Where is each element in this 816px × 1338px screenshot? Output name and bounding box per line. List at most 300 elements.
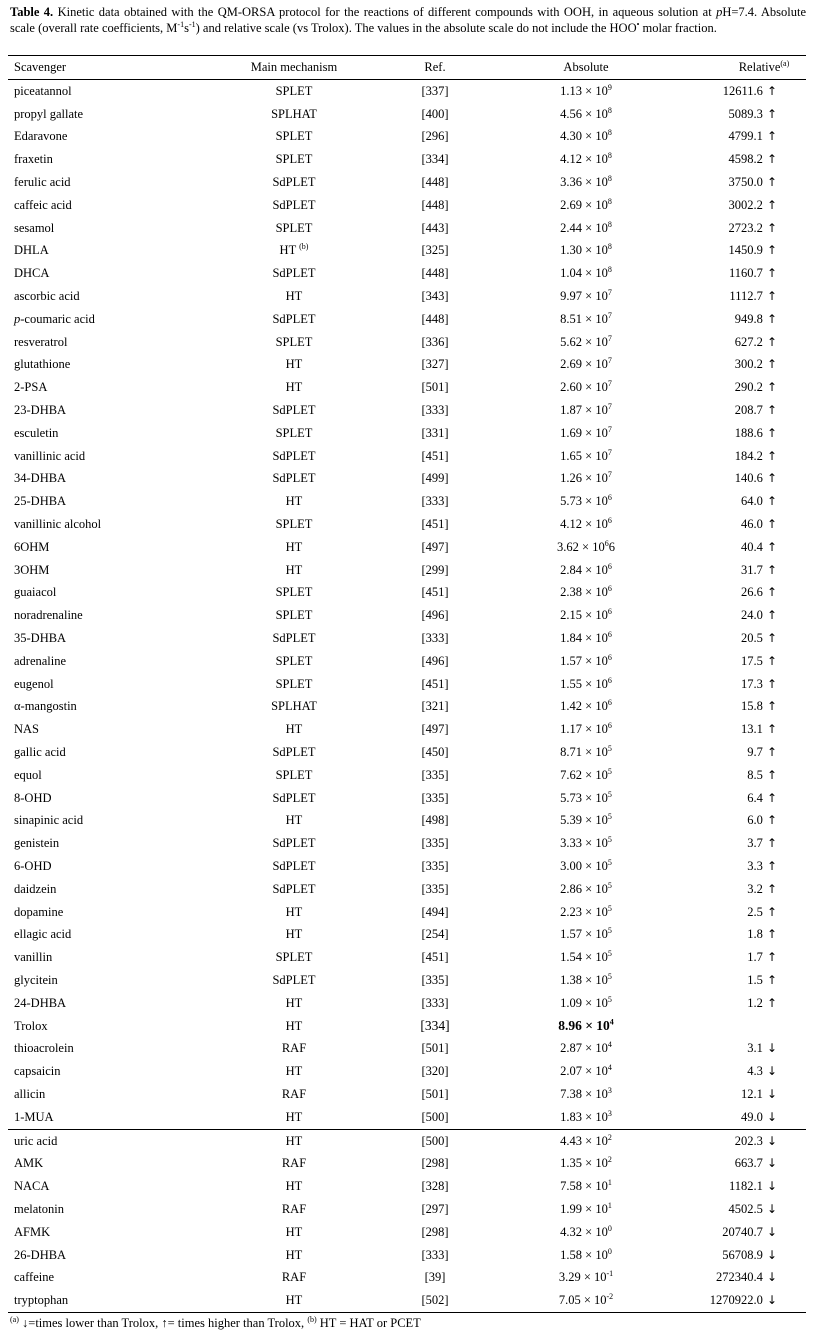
relative-value: 3.1 xyxy=(747,1041,763,1056)
relative-cell xyxy=(682,445,806,468)
absolute-mantissa: 2.15 xyxy=(560,608,583,623)
absolute-mantissa: 1.30 xyxy=(560,243,583,258)
scavenger-name: esculetin xyxy=(14,425,59,440)
relative-cell xyxy=(682,1060,806,1083)
arrow-down-icon: ↓ xyxy=(766,1293,778,1308)
mechanism-cell xyxy=(208,1037,380,1060)
times-ten: × 10 xyxy=(582,197,608,212)
absolute-mantissa: 2.69 xyxy=(560,197,583,212)
absolute-cell xyxy=(490,285,682,308)
absolute-exponent: 6 xyxy=(607,698,612,708)
table-row xyxy=(8,331,806,354)
times-ten: × 10 xyxy=(582,1133,608,1148)
table-row xyxy=(8,468,806,491)
ref-cell: [343] xyxy=(421,289,449,304)
mechanism-text: RAF xyxy=(281,1086,307,1101)
table-row xyxy=(8,240,806,263)
arrow-down-icon: ↓ xyxy=(766,1064,778,1079)
mechanism-text: SPLET xyxy=(275,608,313,623)
mechanism-text: HT xyxy=(285,357,303,372)
times-ten: × 10 xyxy=(582,357,608,372)
absolute-mantissa: 4.30 xyxy=(560,129,583,144)
ref-cell: [333] xyxy=(421,631,449,646)
times-ten: × 10 xyxy=(578,539,605,554)
absolute-mantissa: 1.65 xyxy=(560,448,583,463)
table-caption: Table 4. Kinetic data obtained with the QM-ORSA protocol for the reactions of different compounds with OOH, in aqueous solution at pH=7.4. Absolute scale (overall rate coefficients, $M^{-1}s^{-1}$) and relative scale (vs Trolox). The values in the absolute scale do not include the HOO• molar fraction. xyxy=(10,5,806,35)
table-row xyxy=(8,376,806,399)
absolute-cell xyxy=(490,1015,682,1038)
absolute-cell xyxy=(490,399,682,422)
mechanism-text: RAF xyxy=(281,1156,307,1171)
mechanism-text: SdPLET xyxy=(272,745,316,759)
mechanism-cell xyxy=(208,696,380,719)
scavenger-cell xyxy=(8,604,208,627)
arrow-down-icon: ↓ xyxy=(766,1086,778,1101)
mechanism-text: SdPLET xyxy=(272,266,316,281)
arrow-down-icon: ↓ xyxy=(766,1109,778,1124)
scavenger-name: DHLA xyxy=(14,243,49,258)
relative-value: 64.0 xyxy=(741,494,763,509)
absolute-exponent-tail: 6 xyxy=(608,539,615,554)
mechanism-cell xyxy=(208,604,380,627)
table-row xyxy=(8,946,806,969)
relative-cell xyxy=(682,490,806,513)
absolute-mantissa: 1.42 xyxy=(560,699,583,714)
scavenger-name: melatonin xyxy=(14,1201,64,1216)
times-ten: × 10 xyxy=(582,813,608,828)
absolute-mantissa: 5.39 xyxy=(560,813,583,828)
absolute-mantissa: 2.23 xyxy=(560,904,583,919)
mechanism-text: HT xyxy=(285,1224,303,1239)
table-footnote: $^{(a)}$ ↓=times lower than Trolox, ↑= times higher than Trolox, $^{(b)}$ HT = HAT or PCET xyxy=(10,1314,421,1330)
arrow-up-icon: ↑ xyxy=(766,517,778,532)
relative-value: 8.5 xyxy=(747,767,763,782)
relative-cell xyxy=(682,513,806,536)
scavenger-cell xyxy=(8,1221,208,1244)
absolute-mantissa: 1.87 xyxy=(560,403,583,418)
mechanism-text: HT xyxy=(285,1109,303,1124)
scavenger-cell xyxy=(8,80,208,103)
ref-cell: [327] xyxy=(421,357,449,372)
relative-value: 3750.0 xyxy=(728,175,763,190)
kinetic-data-table xyxy=(8,55,806,1313)
scavenger-cell xyxy=(8,832,208,855)
relative-cell xyxy=(682,331,806,354)
table-row xyxy=(8,80,806,103)
table-row xyxy=(8,673,806,696)
scavenger-name: α-mangostin xyxy=(14,699,77,714)
arrow-up-icon: ↑ xyxy=(766,357,778,372)
scavenger-cell xyxy=(8,673,208,696)
scavenger-cell xyxy=(8,1198,208,1221)
arrow-up-icon: ↑ xyxy=(766,494,778,509)
ref-cell: [497] xyxy=(421,539,449,554)
absolute-cell xyxy=(490,741,682,764)
arrow-down-icon: ↓ xyxy=(766,1247,778,1262)
scavenger-name: 2-PSA xyxy=(14,380,48,395)
mechanism-text: SPLET xyxy=(275,220,313,235)
absolute-cell xyxy=(490,1175,682,1198)
absolute-exponent: 8 xyxy=(607,219,612,229)
absolute-exponent: 5 xyxy=(607,743,612,753)
mechanism-text: SdPLET xyxy=(272,311,316,326)
absolute-exponent: 5 xyxy=(607,903,612,913)
relative-value: 49.0 xyxy=(741,1109,763,1124)
relative-cell xyxy=(682,1198,806,1221)
arrow-up-icon: ↑ xyxy=(766,243,778,258)
absolute-exponent: 7 xyxy=(607,447,612,457)
mechanism-text: SPLET xyxy=(275,585,313,600)
mechanism-cell xyxy=(208,1198,380,1221)
relative-value: 4.3 xyxy=(747,1064,763,1079)
absolute-mantissa: 1.04 xyxy=(560,266,583,281)
mechanism-text: SPLET xyxy=(275,152,313,167)
absolute-exponent: 7 xyxy=(607,333,612,343)
scavenger-name: ascorbic acid xyxy=(14,289,80,304)
table-row xyxy=(8,1152,806,1175)
scavenger-name: noradrenaline xyxy=(14,608,83,623)
absolute-mantissa: 1.57 xyxy=(560,927,583,942)
absolute-mantissa: 1.17 xyxy=(560,722,583,737)
mechanism-cell xyxy=(208,718,380,741)
mechanism-text: HT xyxy=(285,1179,303,1194)
absolute-exponent: 5 xyxy=(607,835,612,845)
absolute-exponent: 5 xyxy=(607,994,612,1004)
table-row xyxy=(8,604,806,627)
relative-value: 12611.6 xyxy=(722,83,763,98)
scavenger-name: thioacrolein xyxy=(14,1041,74,1056)
absolute-cell xyxy=(490,171,682,194)
absolute-exponent: 5 xyxy=(607,926,612,936)
mechanism-cell xyxy=(208,1015,380,1038)
mechanism-cell xyxy=(208,80,380,103)
absolute-exponent: 6 xyxy=(607,629,612,639)
arrow-up-icon: ↑ xyxy=(766,836,778,851)
mechanism-cell xyxy=(208,627,380,650)
relative-value: 3.2 xyxy=(747,881,763,896)
relative-value: 300.2 xyxy=(734,357,763,372)
arrow-up-icon: ↑ xyxy=(766,904,778,919)
absolute-mantissa: 3.36 xyxy=(560,175,583,190)
ref-cell: [499] xyxy=(421,471,449,486)
times-ten: × 10 xyxy=(582,152,608,167)
absolute-mantissa: 1.54 xyxy=(560,950,583,965)
scavenger-name: 35-DHBA xyxy=(14,631,67,646)
scavenger-name: Edaravone xyxy=(14,129,68,144)
arrow-up-icon: ↑ xyxy=(766,83,778,98)
scavenger-name: vanillinic acid xyxy=(14,448,86,463)
times-ten: × 10 xyxy=(582,745,608,759)
relative-value: 208.7 xyxy=(734,403,763,418)
table-row xyxy=(8,832,806,855)
relative-value: 31.7 xyxy=(741,562,763,577)
ref-cell: [501] xyxy=(421,380,449,395)
absolute-cell xyxy=(490,855,682,878)
table-row xyxy=(8,582,806,605)
times-ten: × 10 xyxy=(580,1293,607,1308)
relative-cell xyxy=(682,923,806,946)
scavenger-name: 6OHM xyxy=(14,539,50,554)
scavenger-name: glycitein xyxy=(14,972,58,987)
table-row xyxy=(8,1221,806,1244)
scavenger-name: 23-DHBA xyxy=(14,403,67,418)
arrow-up-icon: ↑ xyxy=(766,699,778,714)
absolute-mantissa: 2.07 xyxy=(560,1064,583,1079)
table-row xyxy=(8,1289,806,1312)
absolute-cell xyxy=(490,696,682,719)
mechanism-cell xyxy=(208,810,380,833)
relative-cell xyxy=(682,1015,806,1038)
absolute-exponent: 9 xyxy=(607,82,612,92)
absolute-cell xyxy=(490,1266,682,1289)
relative-cell xyxy=(682,650,806,673)
table-row xyxy=(8,787,806,810)
table-row xyxy=(8,354,806,377)
times-ten: × 10 xyxy=(582,220,608,235)
relative-value: 1112.7 xyxy=(729,289,763,304)
relative-value: 1270922.0 xyxy=(709,1293,763,1308)
arrow-up-icon: ↑ xyxy=(766,631,778,646)
arrow-up-icon: ↑ xyxy=(766,608,778,623)
mechanism-cell xyxy=(208,741,380,764)
scavenger-name: gallic acid xyxy=(14,745,66,759)
ref-cell: [500] xyxy=(421,1109,449,1124)
arrow-up-icon: ↑ xyxy=(766,995,778,1010)
ref-cell: [333] xyxy=(421,1247,449,1262)
ref-cell: [335] xyxy=(421,767,449,782)
times-ten: × 10 xyxy=(582,1041,608,1056)
relative-value: 20740.7 xyxy=(722,1224,763,1239)
scavenger-name: NAS xyxy=(14,722,40,737)
absolute-cell xyxy=(490,513,682,536)
ref-cell: [451] xyxy=(421,448,449,463)
times-ten: × 10 xyxy=(581,1018,610,1034)
scavenger-name: eugenol xyxy=(14,676,54,691)
mechanism-text: HT xyxy=(285,380,303,395)
scavenger-cell xyxy=(8,1266,208,1289)
mechanism-cell xyxy=(208,1266,380,1289)
absolute-mantissa: 3.33 xyxy=(560,836,583,851)
scavenger-prefix: p xyxy=(14,311,21,326)
absolute-mantissa: 5.73 xyxy=(560,494,583,509)
absolute-mantissa: 8.51 xyxy=(560,311,583,326)
relative-value: 140.6 xyxy=(734,471,763,486)
relative-value: 1182.1 xyxy=(728,1179,763,1194)
absolute-mantissa: 8.71 xyxy=(560,745,583,759)
arrow-up-icon: ↑ xyxy=(766,289,778,304)
relative-cell xyxy=(682,718,806,741)
times-ten: × 10 xyxy=(582,106,608,121)
absolute-exponent: 7 xyxy=(607,379,612,389)
relative-cell xyxy=(682,171,806,194)
ref-cell: [497] xyxy=(421,722,449,737)
relative-cell xyxy=(682,354,806,377)
absolute-exponent: 5 xyxy=(607,949,612,959)
relative-cell xyxy=(682,422,806,445)
scavenger-name: caffeine xyxy=(14,1270,55,1285)
relative-value: 3.7 xyxy=(747,836,763,851)
times-ten: × 10 xyxy=(582,243,608,258)
absolute-mantissa: 5.62 xyxy=(560,334,583,349)
relative-cell xyxy=(682,217,806,240)
absolute-exponent: 8 xyxy=(607,265,612,275)
scavenger-name: NACA xyxy=(14,1179,50,1194)
ref-cell: [443] xyxy=(421,220,449,235)
absolute-cell xyxy=(490,1198,682,1221)
scavenger-cell xyxy=(8,878,208,901)
mechanism-text: SPLET xyxy=(275,767,313,782)
relative-cell xyxy=(682,194,806,217)
ref-cell: [296] xyxy=(421,129,449,144)
absolute-cell xyxy=(490,331,682,354)
mechanism-text: HT xyxy=(285,813,303,828)
absolute-mantissa: 5.73 xyxy=(560,790,583,805)
absolute-cell xyxy=(490,1289,682,1312)
ref-cell: [320] xyxy=(421,1064,449,1079)
times-ten: × 10 xyxy=(582,175,608,190)
times-ten: × 10 xyxy=(582,448,608,463)
table-row xyxy=(8,513,806,536)
mechanism-cell xyxy=(208,217,380,240)
relative-cell xyxy=(682,240,806,263)
scavenger-name: coumaric acid xyxy=(24,311,95,326)
times-ten: × 10 xyxy=(582,129,608,144)
scavenger-name: 3OHM xyxy=(14,562,50,577)
mechanism-text: SPLHAT xyxy=(271,106,317,121)
mechanism-text: HT xyxy=(285,904,303,919)
table-row xyxy=(8,171,806,194)
scavenger-cell xyxy=(8,1037,208,1060)
ref-cell: [496] xyxy=(421,608,449,623)
absolute-exponent: 8 xyxy=(607,242,612,252)
absolute-cell xyxy=(490,1244,682,1267)
relative-cell xyxy=(682,536,806,559)
absolute-cell xyxy=(490,923,682,946)
absolute-exponent: -2 xyxy=(606,1291,614,1301)
mechanism-cell xyxy=(208,992,380,1015)
absolute-exponent: 7 xyxy=(607,470,612,480)
relative-cell xyxy=(682,787,806,810)
relative-value: 20.5 xyxy=(741,631,763,646)
scavenger-name: equol xyxy=(14,767,42,782)
times-ten: × 10 xyxy=(582,266,608,281)
mechanism-cell xyxy=(208,308,380,331)
scavenger-name: daidzein xyxy=(14,881,57,896)
scavenger-cell xyxy=(8,718,208,741)
scavenger-name: 8-OHD xyxy=(14,790,52,805)
scavenger-cell xyxy=(8,308,208,331)
mechanism-text: SPLET xyxy=(275,676,313,691)
mechanism-cell xyxy=(208,171,380,194)
mechanism-text: SdPLET xyxy=(272,972,316,987)
scavenger-cell xyxy=(8,1083,208,1106)
ref-cell: [400] xyxy=(421,106,449,121)
ref-cell: [501] xyxy=(421,1086,449,1101)
relative-cell xyxy=(682,376,806,399)
mechanism-cell xyxy=(208,1244,380,1267)
mechanism-text: SPLET xyxy=(275,517,313,532)
header-ref: Ref. xyxy=(380,56,490,80)
relative-value: 15.8 xyxy=(741,699,763,714)
absolute-cell xyxy=(490,468,682,491)
arrow-down-icon: ↓ xyxy=(766,1179,778,1194)
scavenger-cell xyxy=(8,787,208,810)
scavenger-cell xyxy=(8,285,208,308)
absolute-mantissa: 3.62 xyxy=(557,539,579,554)
mechanism-cell xyxy=(208,513,380,536)
table-row xyxy=(8,741,806,764)
arrow-up-icon: ↑ xyxy=(766,175,778,190)
mechanism-cell xyxy=(208,422,380,445)
arrow-up-icon: ↑ xyxy=(766,266,778,281)
absolute-cell xyxy=(490,718,682,741)
ref-cell: [328] xyxy=(421,1179,449,1194)
absolute-mantissa: 2.38 xyxy=(560,585,583,600)
absolute-exponent: 8 xyxy=(607,105,612,115)
ref-cell: [325] xyxy=(421,243,449,258)
absolute-cell xyxy=(490,627,682,650)
absolute-cell xyxy=(490,1060,682,1083)
absolute-mantissa: 7.62 xyxy=(560,767,583,782)
scavenger-cell xyxy=(8,376,208,399)
mechanism-text: RAF xyxy=(281,1270,307,1285)
mechanism-text: SPLET xyxy=(275,83,313,98)
times-ten: × 10 xyxy=(582,585,608,600)
table-row xyxy=(8,901,806,924)
absolute-exponent: 6 xyxy=(607,652,612,662)
absolute-cell xyxy=(490,308,682,331)
relative-value: 1.7 xyxy=(747,950,763,965)
relative-value: 627.2 xyxy=(734,334,763,349)
relative-value: 6.0 xyxy=(747,813,763,828)
absolute-mantissa: 3.00 xyxy=(560,858,583,873)
arrow-up-icon: ↑ xyxy=(766,972,778,987)
mechanism-text: SdPLET xyxy=(272,403,316,418)
relative-value: 46.0 xyxy=(741,517,763,532)
absolute-exponent: 8 xyxy=(607,128,612,138)
absolute-mantissa: 4.12 xyxy=(560,517,583,532)
absolute-mantissa: 3.29 xyxy=(558,1270,581,1285)
arrow-up-icon: ↑ xyxy=(766,380,778,395)
mechanism-text: SPLET xyxy=(275,129,313,144)
table-row xyxy=(8,810,806,833)
times-ten: × 10 xyxy=(582,676,608,691)
table-row xyxy=(8,1244,806,1267)
ref-cell: [451] xyxy=(421,950,449,965)
mechanism-cell xyxy=(208,969,380,992)
scavenger-name: uric acid xyxy=(14,1133,58,1148)
mechanism-cell xyxy=(208,468,380,491)
mechanism-cell xyxy=(208,126,380,149)
relative-value: 290.2 xyxy=(734,380,763,395)
times-ten: × 10 xyxy=(582,972,608,987)
relative-cell xyxy=(682,103,806,126)
absolute-exponent: 0 xyxy=(607,1223,612,1233)
absolute-exponent: 2 xyxy=(607,1155,612,1165)
absolute-cell xyxy=(490,422,682,445)
ref-cell: [448] xyxy=(421,175,449,190)
times-ten: × 10 xyxy=(582,289,608,304)
scavenger-cell xyxy=(8,901,208,924)
scavenger-cell xyxy=(8,331,208,354)
relative-value: 56708.9 xyxy=(722,1247,763,1262)
mechanism-text: SdPLET xyxy=(272,790,316,805)
table-row xyxy=(8,445,806,468)
absolute-cell xyxy=(490,878,682,901)
relative-value: 663.7 xyxy=(734,1156,763,1171)
relative-cell xyxy=(682,1244,806,1267)
header-relative: Relative$^{(a)}$ xyxy=(682,56,806,80)
